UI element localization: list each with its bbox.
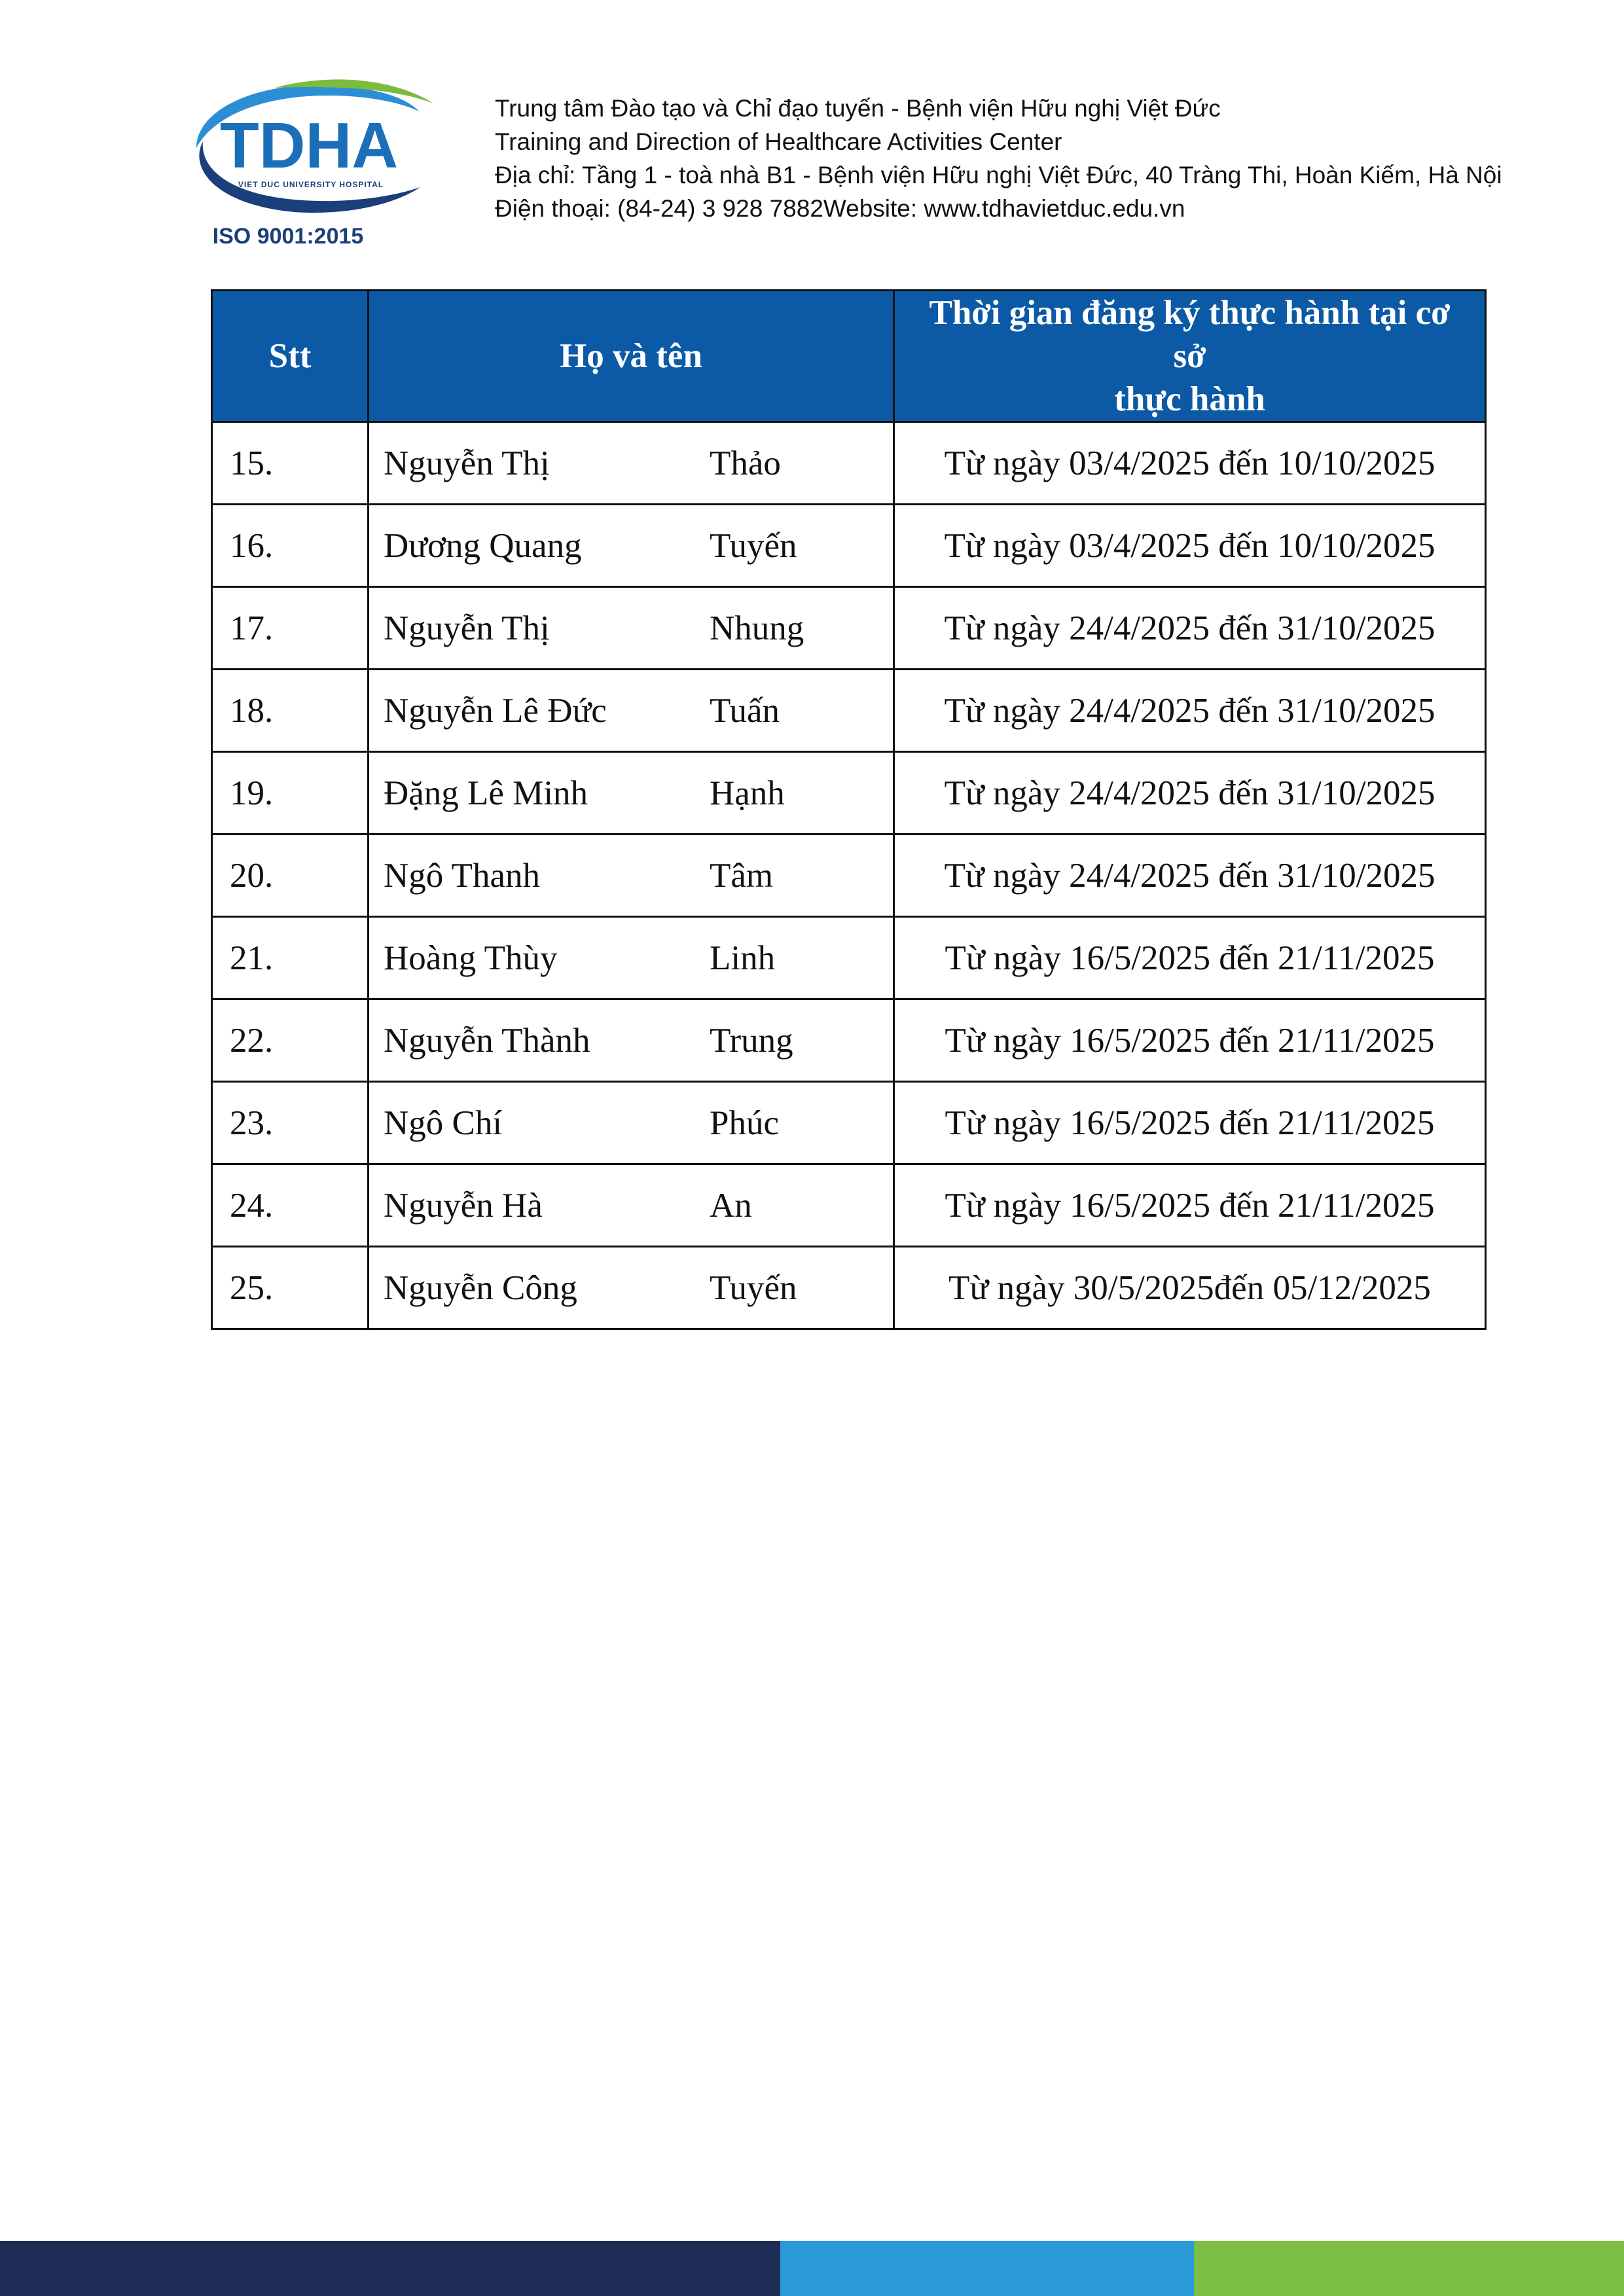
table-row: [212, 999, 1486, 1082]
row-family-name: Trung: [710, 1021, 793, 1060]
row-name: [369, 752, 894, 834]
row-stt: 25.: [212, 1247, 369, 1329]
logo-brand: TDHA: [219, 109, 399, 181]
row-family-name: Tâm: [710, 856, 774, 895]
row-family-name: Linh: [710, 939, 776, 977]
row-given-name: Ngô Chí: [384, 1103, 503, 1142]
row-given-name: Nguyễn Thành: [384, 1021, 590, 1060]
column-header-period: [894, 291, 1486, 422]
row-name: [369, 587, 894, 670]
row-period: Từ ngày 24/4/2025 đến 31/10/2025: [894, 670, 1486, 752]
row-family-name: Thảo: [710, 444, 781, 482]
row-period: Từ ngày 16/5/2025 đến 21/11/2025: [894, 917, 1486, 999]
row-period: Từ ngày 24/4/2025 đến 31/10/2025: [894, 834, 1486, 917]
row-period: Từ ngày 16/5/2025 đến 21/11/2025: [894, 1164, 1486, 1247]
row-name: [369, 422, 894, 505]
table-row: [212, 1164, 1486, 1247]
row-period: Từ ngày 24/4/2025 đến 31/10/2025: [894, 752, 1486, 834]
row-stt: 23.: [212, 1082, 369, 1164]
registration-table: [211, 289, 1487, 1330]
footer-bar-navy: [0, 2241, 780, 2296]
table-row: [212, 1247, 1486, 1329]
row-name: [369, 834, 894, 917]
row-family-name: Nhung: [710, 609, 804, 647]
table-row: [212, 1082, 1486, 1164]
row-given-name: Đặng Lê Minh: [384, 774, 588, 812]
footer-color-bar: [0, 2241, 1624, 2296]
column-header-stt: Stt: [212, 291, 369, 422]
table-row: [212, 670, 1486, 752]
row-given-name: Hoàng Thùy: [384, 939, 558, 977]
row-stt: 17.: [212, 587, 369, 670]
row-family-name: Tuyến: [710, 526, 797, 565]
row-given-name: Ngô Thanh: [384, 856, 540, 895]
row-family-name: Phúc: [710, 1103, 779, 1142]
row-given-name: Nguyễn Thị: [384, 444, 550, 482]
row-stt: 18.: [212, 670, 369, 752]
row-stt: 24.: [212, 1164, 369, 1247]
tdha-logo: [177, 71, 439, 254]
row-period: Từ ngày 30/5/2025đến 05/12/2025: [894, 1247, 1486, 1329]
org-address: Địa chỉ: Tầng 1 - toà nhà B1 - Bệnh viện Hữu nghị Việt Đức, 40 Tràng Thi, Hoàn Kiếm, Hà Nội: [495, 162, 1502, 188]
row-period: Từ ngày 24/4/2025 đến 31/10/2025: [894, 587, 1486, 670]
logo-tagline: VIET DUC UNIVERSITY HOSPITAL: [238, 180, 384, 189]
row-name: [369, 1164, 894, 1247]
row-period: Từ ngày 03/4/2025 đến 10/10/2025: [894, 505, 1486, 587]
table-row: [212, 917, 1486, 999]
row-given-name: Nguyễn Công: [384, 1268, 577, 1307]
row-stt: 21.: [212, 917, 369, 999]
row-name: [369, 999, 894, 1082]
row-name: [369, 670, 894, 752]
table-header-row: [212, 291, 1486, 422]
row-name: [369, 1247, 894, 1329]
row-family-name: Hạnh: [710, 774, 785, 812]
row-name: [369, 505, 894, 587]
table-row: [212, 587, 1486, 670]
row-period: Từ ngày 03/4/2025 đến 10/10/2025: [894, 422, 1486, 505]
row-period: Từ ngày 16/5/2025 đến 21/11/2025: [894, 999, 1486, 1082]
org-contact: Điện thoại: (84-24) 3 928 7882Website: www.tdhavietduc.edu.vn: [495, 195, 1185, 222]
row-stt: 20.: [212, 834, 369, 917]
footer-bar-green: [1194, 2241, 1624, 2296]
table-row: [212, 752, 1486, 834]
organization-info: [495, 92, 1502, 225]
org-name-english: Training and Direction of Healthcare Activities Center: [495, 128, 1062, 155]
row-period: Từ ngày 16/5/2025 đến 21/11/2025: [894, 1082, 1486, 1164]
row-name: [369, 917, 894, 999]
column-header-period-line2: thực hành: [1114, 380, 1265, 418]
row-name: [369, 1082, 894, 1164]
column-header-period-line1: Thời gian đăng ký thực hành tại cơ sở: [929, 294, 1451, 375]
table-row: [212, 834, 1486, 917]
row-family-name: Tuấn: [710, 691, 780, 730]
row-stt: 19.: [212, 752, 369, 834]
org-name-vietnamese: Trung tâm Đào tạo và Chỉ đạo tuyến - Bệnh viện Hữu nghị Việt Đức: [495, 95, 1221, 122]
row-given-name: Nguyễn Hà: [384, 1186, 543, 1225]
row-given-name: Nguyễn Thị: [384, 609, 550, 647]
row-family-name: An: [710, 1186, 752, 1225]
iso-certification: ISO 9001:2015: [212, 224, 364, 249]
row-given-name: Nguyễn Lê Đức: [384, 691, 607, 730]
row-family-name: Tuyến: [710, 1268, 797, 1307]
table-row: [212, 505, 1486, 587]
row-stt: 22.: [212, 999, 369, 1082]
logo-graphic: [177, 71, 439, 254]
row-stt: 15.: [212, 422, 369, 505]
column-header-name: Họ và tên: [369, 291, 894, 422]
row-given-name: Dương Quang: [384, 526, 582, 565]
footer-bar-blue: [780, 2241, 1194, 2296]
row-stt: 16.: [212, 505, 369, 587]
table-row: [212, 422, 1486, 505]
